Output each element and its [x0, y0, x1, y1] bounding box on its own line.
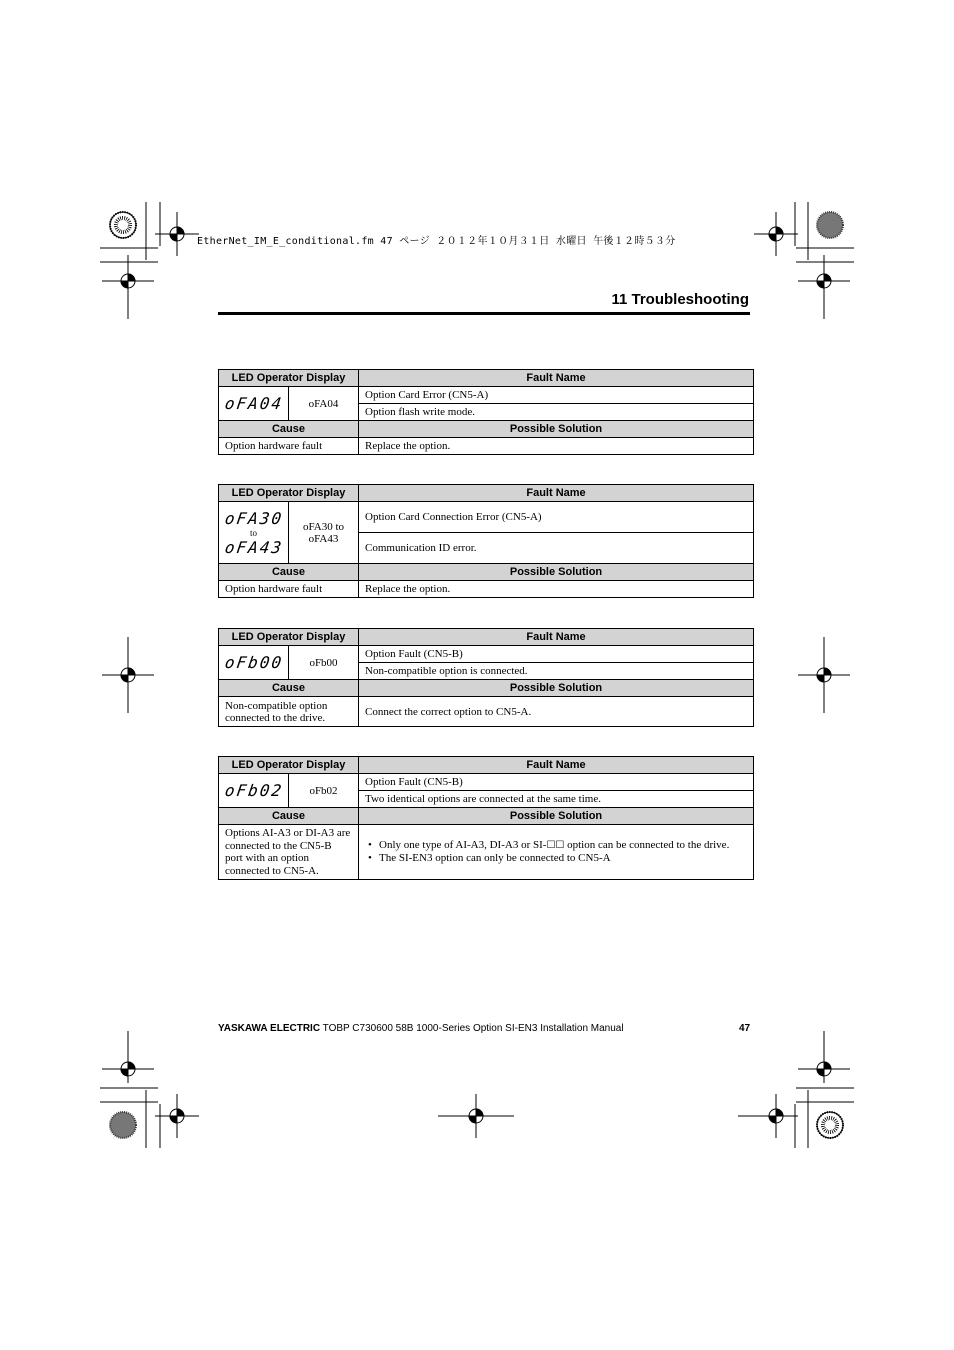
- led-display-to: oFA43: [223, 537, 285, 557]
- fault-code: oFb00: [289, 646, 359, 680]
- led-display-from: oFA30: [223, 508, 285, 528]
- fault-description: Communication ID error.: [359, 533, 754, 564]
- fault-table-ofa30-ofa43: [218, 484, 754, 598]
- fault-name: Option Fault (CN5-B): [359, 774, 754, 791]
- led-range-to: to: [249, 527, 257, 538]
- col-led-header: LED Operator Display: [219, 757, 359, 774]
- fault-code: oFA04: [289, 387, 359, 421]
- col-fault-header: Fault Name: [359, 485, 754, 502]
- footer-doc-line: [218, 1023, 624, 1034]
- led-display: oFA04: [219, 387, 289, 421]
- footer-doc-title: TOBP C730600 58B 1000-Series Option SI-EN3 Installation Manual: [320, 1023, 624, 1034]
- cause-text: Option hardware fault: [219, 438, 359, 455]
- cause-text: Option hardware fault: [219, 581, 359, 598]
- fault-description: Non-compatible option is connected.: [359, 663, 754, 680]
- col-solution-header: Possible Solution: [359, 680, 754, 697]
- col-led-header: LED Operator Display: [219, 485, 359, 502]
- fault-description: Two identical options are connected at the same time.: [359, 791, 754, 808]
- cause-text: Options AI-A3 or DI-A3 are connected to the CN5-B port with an option connected to CN5-A.: [219, 825, 359, 880]
- col-cause-header: Cause: [219, 421, 359, 438]
- cause-text: Non-compatible option connected to the drive.: [219, 697, 359, 727]
- col-fault-header: Fault Name: [359, 629, 754, 646]
- fault-code: oFb02: [289, 774, 359, 808]
- solution-cell: [359, 825, 754, 880]
- fault-name: Option Card Connection Error (CN5-A): [359, 502, 754, 533]
- solution-text: Replace the option.: [359, 581, 754, 598]
- page-number: 47: [739, 1023, 751, 1034]
- section-title: 11 Troubleshooting: [611, 291, 749, 308]
- fault-name: Option Fault (CN5-B): [359, 646, 754, 663]
- fault-description: Option flash write mode.: [359, 404, 754, 421]
- fault-code: oFA30 to oFA43: [289, 502, 359, 564]
- fault-table-ofb02: [218, 756, 754, 880]
- col-solution-header: Possible Solution: [359, 564, 754, 581]
- placeholder-boxes: ☐☐: [546, 840, 565, 851]
- file-header-line: EtherNet_IM_E_conditional.fm 47 ページ ２０１２年１０月３１日 水曜日 午後１２時５３分: [197, 236, 676, 247]
- col-solution-header: Possible Solution: [359, 808, 754, 825]
- col-fault-header: Fault Name: [359, 757, 754, 774]
- solution-text: Connect the correct option to CN5-A.: [359, 697, 754, 727]
- col-fault-header: Fault Name: [359, 370, 754, 387]
- footer-brand: YASKAWA ELECTRIC: [218, 1023, 321, 1034]
- col-solution-header: Possible Solution: [359, 421, 754, 438]
- solution-text: Replace the option.: [359, 438, 754, 455]
- fault-name: Option Card Error (CN5-A): [359, 387, 754, 404]
- col-led-header: LED Operator Display: [219, 629, 359, 646]
- fault-table-ofa04: [218, 369, 754, 455]
- col-led-header: LED Operator Display: [219, 370, 359, 387]
- led-display: oFb02: [219, 774, 289, 808]
- col-cause-header: Cause: [219, 808, 359, 825]
- led-display-range: [219, 502, 289, 564]
- fault-table-ofb00: [218, 628, 754, 727]
- section-rule: [218, 312, 750, 315]
- col-cause-header: Cause: [219, 564, 359, 581]
- led-display: oFb00: [219, 646, 289, 680]
- solution-item: • The SI-EN3 option can only be connected to CN5-A: [365, 852, 747, 865]
- col-cause-header: Cause: [219, 680, 359, 697]
- solution-item: • Only one type of AI-A3, DI-A3 or SI-☐☐ option can be connected to the drive.: [365, 839, 747, 852]
